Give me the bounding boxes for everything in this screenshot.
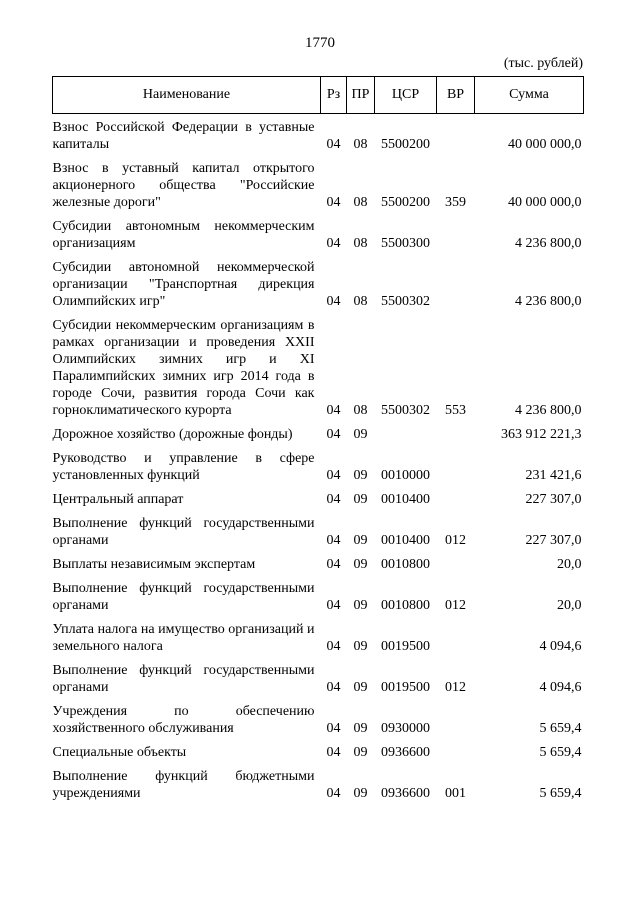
- row-vr: [437, 421, 475, 445]
- row-name: Субсидии автономной некоммерческой организации "Транспортная дирекция Олимпийских игр": [52, 260, 315, 309]
- table-row: [53, 312, 584, 421]
- header-vr: ВР: [437, 77, 475, 114]
- row-vr: 001: [445, 786, 466, 801]
- row-csr: [375, 421, 437, 445]
- row-vr: 012: [445, 598, 466, 613]
- row-rz: 04: [326, 745, 341, 760]
- table-row: [53, 114, 584, 156]
- row-vr: 012: [445, 680, 466, 695]
- row-pr: 08: [353, 403, 368, 418]
- row-csr: 5500200: [381, 195, 430, 210]
- row-name: Выполнение функций государственными органами: [52, 581, 315, 613]
- row-rz: 04: [326, 137, 341, 152]
- row-sum: 363 912 221,3: [501, 427, 582, 442]
- row-vr: [437, 114, 475, 156]
- table-row: [53, 616, 584, 657]
- budget-table: [52, 76, 584, 804]
- table-row: [53, 698, 584, 739]
- row-csr: 5500300: [381, 236, 430, 251]
- row-csr: 0010800: [381, 557, 430, 572]
- row-rz: 04: [326, 786, 341, 801]
- row-sum: 20,0: [557, 557, 582, 572]
- row-name: Специальные объекты: [52, 745, 187, 760]
- header-name: Наименование: [53, 77, 321, 114]
- row-name: Субсидии автономным некоммерческим организациям: [52, 219, 315, 251]
- row-rz: 04: [326, 468, 341, 483]
- row-csr: 0936600: [381, 786, 430, 801]
- row-csr: 0010400: [381, 533, 430, 548]
- row-pr: 08: [353, 236, 368, 251]
- table-header: [53, 77, 584, 114]
- table-row: [53, 155, 584, 213]
- row-rz: 04: [326, 427, 341, 442]
- row-sum: 20,0: [557, 598, 582, 613]
- row-vr: [437, 213, 475, 254]
- table-row: [53, 486, 584, 510]
- row-csr: 0019500: [381, 639, 430, 654]
- row-pr: 09: [353, 492, 368, 507]
- row-name: Центральный аппарат: [52, 492, 184, 507]
- row-name: Выполнение функций бюджетными учреждениями: [52, 769, 315, 801]
- row-pr: 09: [353, 786, 368, 801]
- row-rz: 04: [326, 195, 341, 210]
- row-name: Взнос Российской Федерации в уставные капиталы: [52, 120, 315, 152]
- table-row: [53, 551, 584, 575]
- header-csr: ЦСР: [375, 77, 437, 114]
- row-csr: 0019500: [381, 680, 430, 695]
- row-pr: 09: [353, 557, 368, 572]
- row-pr: 09: [353, 680, 368, 695]
- row-vr: [437, 486, 475, 510]
- header-pr: ПР: [347, 77, 375, 114]
- row-name: Выплаты независимым экспертам: [52, 557, 256, 572]
- row-csr: 0010800: [381, 598, 430, 613]
- row-vr: 359: [445, 195, 466, 210]
- row-sum: 4 094,6: [539, 680, 582, 695]
- row-sum: 5 659,4: [539, 721, 582, 736]
- table-row: [53, 445, 584, 486]
- row-csr: 0010000: [381, 468, 430, 483]
- row-pr: 09: [353, 745, 368, 760]
- table-row: [53, 421, 584, 445]
- table-row: [53, 575, 584, 616]
- row-rz: 04: [326, 598, 341, 613]
- row-sum: 5 659,4: [539, 745, 582, 760]
- row-rz: 04: [326, 236, 341, 251]
- row-sum: 231 421,6: [525, 468, 582, 483]
- row-sum: 227 307,0: [525, 492, 582, 507]
- row-pr: 08: [353, 294, 368, 309]
- row-vr: [437, 551, 475, 575]
- table-row: [53, 213, 584, 254]
- table-row: [53, 657, 584, 698]
- row-vr: [437, 698, 475, 739]
- row-name: Дорожное хозяйство (дорожные фонды): [52, 427, 293, 442]
- row-name: Учреждения по обеспечению хозяйственного обслуживания: [52, 704, 315, 736]
- row-name: Выполнение функций государственными органами: [52, 663, 315, 695]
- row-sum: 4 094,6: [539, 639, 582, 654]
- row-csr: 5500302: [381, 403, 430, 418]
- row-pr: 08: [353, 195, 368, 210]
- row-rz: 04: [326, 294, 341, 309]
- row-sum: 4 236 800,0: [515, 236, 582, 251]
- table-body: [53, 114, 584, 805]
- row-csr: 5500200: [381, 137, 430, 152]
- row-vr: 012: [445, 533, 466, 548]
- row-vr: [437, 445, 475, 486]
- row-pr: 08: [353, 137, 368, 152]
- row-pr: 09: [353, 427, 368, 442]
- row-sum: 4 236 800,0: [515, 294, 582, 309]
- row-sum: 5 659,4: [539, 786, 582, 801]
- row-name: Руководство и управление в сфере установленных функций: [52, 451, 315, 483]
- row-sum: 4 236 800,0: [515, 403, 582, 418]
- row-rz: 04: [326, 403, 341, 418]
- row-vr: [437, 254, 475, 312]
- row-rz: 04: [326, 557, 341, 572]
- row-name: Взнос в уставный капитал открытого акционерного общества "Российские железные дороги": [52, 161, 315, 210]
- row-rz: 04: [326, 533, 341, 548]
- row-pr: 09: [353, 639, 368, 654]
- row-vr: 553: [445, 403, 466, 418]
- row-csr: 0010400: [381, 492, 430, 507]
- row-vr: [437, 739, 475, 763]
- row-csr: 0936600: [381, 745, 430, 760]
- row-sum: 40 000 000,0: [508, 137, 582, 152]
- row-pr: 09: [353, 533, 368, 548]
- table-row: [53, 254, 584, 312]
- row-name: Уплата налога на имущество организаций и земельного налога: [52, 622, 315, 654]
- row-pr: 09: [353, 468, 368, 483]
- row-rz: 04: [326, 680, 341, 695]
- row-name: Выполнение функций государственными органами: [52, 516, 315, 548]
- units-label: (тыс. рублей): [503, 56, 583, 71]
- header-sum: Сумма: [475, 77, 584, 114]
- row-pr: 09: [353, 721, 368, 736]
- table-row: [53, 763, 584, 804]
- row-csr: 0930000: [381, 721, 430, 736]
- row-sum: 227 307,0: [525, 533, 582, 548]
- row-rz: 04: [326, 492, 341, 507]
- row-rz: 04: [326, 721, 341, 736]
- page-number: 1770: [305, 35, 335, 51]
- row-csr: 5500302: [381, 294, 430, 309]
- row-pr: 09: [353, 598, 368, 613]
- row-name: Субсидии некоммерческим организациям в рамках организации и проведения XXII Олимпийских зимних игр и XI Паралимпийских зимних игр 2014 года в городе Сочи, развития города Сочи как горноклиматического курорта: [52, 318, 315, 418]
- row-rz: 04: [326, 639, 341, 654]
- row-vr: [437, 616, 475, 657]
- table-row: [53, 739, 584, 763]
- header-rz: Рз: [321, 77, 347, 114]
- table-row: [53, 510, 584, 551]
- row-sum: 40 000 000,0: [508, 195, 582, 210]
